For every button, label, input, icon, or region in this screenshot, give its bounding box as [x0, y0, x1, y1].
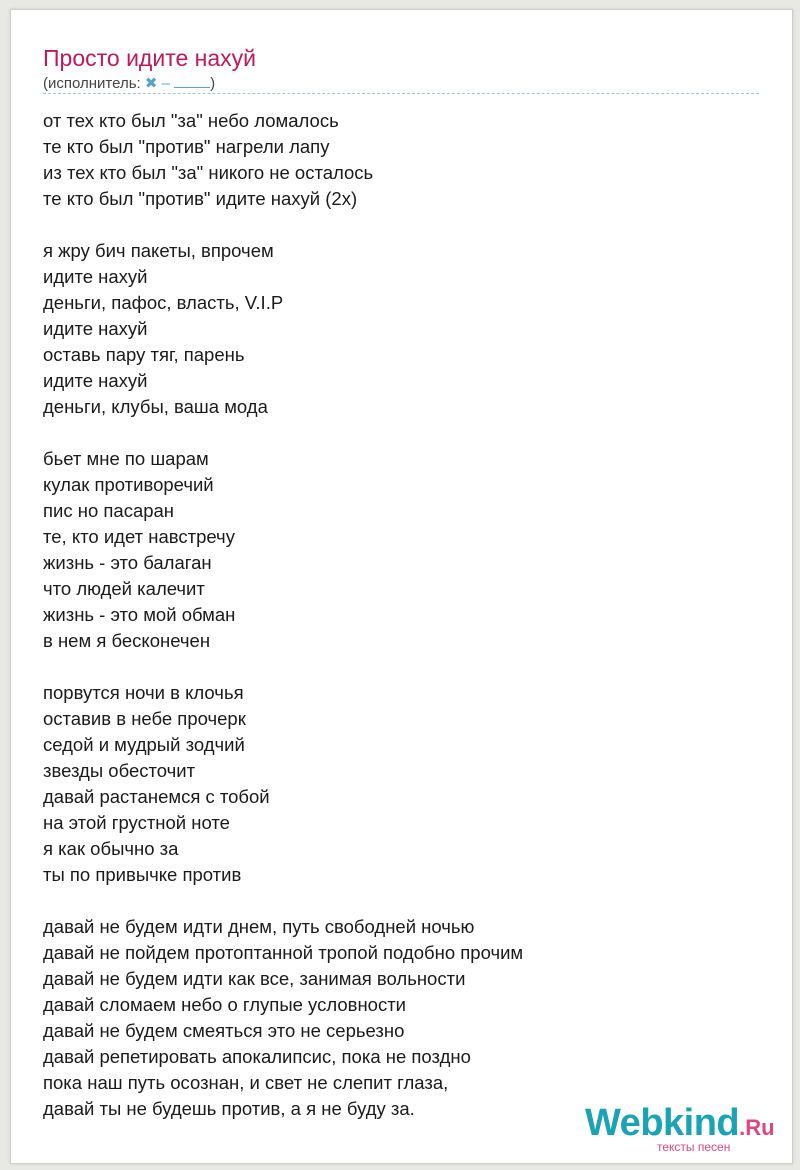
lyrics-line: давай репетировать апокалипсис, пока не поздно	[43, 1046, 471, 1067]
lyrics-line: те, кто идет навстречу	[43, 526, 235, 547]
logo-brand: Webkind	[585, 1102, 740, 1144]
lyrics-line: давай не пойдем протоптанной тропой подобно прочим	[43, 942, 524, 963]
lyrics-line: те кто был "против" нагрели лапу	[43, 136, 330, 157]
close-x-icon[interactable]: ✖	[144, 75, 158, 92]
lyrics-line: идите нахуй	[43, 266, 148, 287]
logo-tagline: тексты песен	[657, 1140, 731, 1154]
lyrics-line: давай не будем идти как все, занимая вольности	[43, 968, 466, 989]
lyrics-line: от тех кто был "за" небо ломалось	[43, 110, 339, 131]
lyrics-line: что людей калечит	[43, 578, 205, 599]
lyrics-line: пока наш путь осознан, и свет не слепит глаза,	[43, 1072, 449, 1093]
lyrics-line: порвутся ночи в клочья	[43, 682, 244, 703]
song-title: Просто идите нахуй	[43, 45, 256, 71]
lyrics-line: на этой грустной ноте	[43, 812, 230, 833]
lyrics-line: идите нахуй	[43, 370, 148, 391]
site-logo[interactable]	[585, 1102, 775, 1154]
lyrics-line: я жру бич пакеты, впрочем	[43, 240, 274, 261]
lyrics-line: те кто был "против" идите нахуй (2х)	[43, 188, 358, 209]
lyrics-line: седой и мудрый зодчий	[43, 734, 245, 755]
lyrics-line: давай сломаем небо о глупые условности	[43, 994, 407, 1015]
lyrics-stanza	[43, 914, 523, 1122]
lyrics-stanza	[43, 446, 523, 654]
lyrics-line: из тех кто был "за" никого не осталось	[43, 162, 374, 183]
lyrics-page	[10, 9, 793, 1164]
lyrics-line: давай не будем идти днем, путь свободней ночью	[43, 916, 475, 937]
lyrics-line: звезды обесточит	[43, 760, 196, 781]
lyrics-line: пис но пасаран	[43, 500, 175, 521]
lyrics-line: в нем я бесконечен	[43, 630, 211, 651]
lyrics-stanza	[43, 238, 523, 420]
lyrics-line: я как обычно за	[43, 838, 179, 859]
lyrics-line: ты по привычке против	[43, 864, 242, 885]
artist-dash: –	[157, 75, 175, 92]
lyrics-line: давай не будем смеяться это не серьезно	[43, 1020, 405, 1041]
lyrics-line: оставив в небе прочерк	[43, 708, 246, 729]
lyrics-line: жизнь - это балаган	[43, 552, 212, 573]
lyrics-body	[43, 108, 523, 1148]
lyrics-stanza	[43, 680, 523, 888]
artist-link[interactable]	[174, 73, 210, 88]
artist-suffix: )	[210, 75, 216, 92]
lyrics-line: деньги, клубы, ваша мода	[43, 396, 268, 417]
lyrics-line: деньги, пафос, власть, V.I.P	[43, 292, 284, 313]
artist-prefix: (исполнитель:	[43, 75, 145, 92]
lyrics-line: кулак противоречий	[43, 474, 214, 495]
lyrics-line: оставь пару тяг, парень	[43, 344, 245, 365]
logo-tld: .Ru	[739, 1115, 775, 1140]
title-divider	[43, 93, 759, 94]
lyrics-line: давай растанемся с тобой	[43, 786, 270, 807]
lyrics-line: бьет мне по шарам	[43, 448, 209, 469]
lyrics-line: давай ты не будешь против, а я не буду за.	[43, 1098, 415, 1119]
lyrics-stanza	[43, 108, 523, 212]
artist-line	[43, 73, 215, 94]
lyrics-line: жизнь - это мой обман	[43, 604, 236, 625]
lyrics-line: идите нахуй	[43, 318, 148, 339]
